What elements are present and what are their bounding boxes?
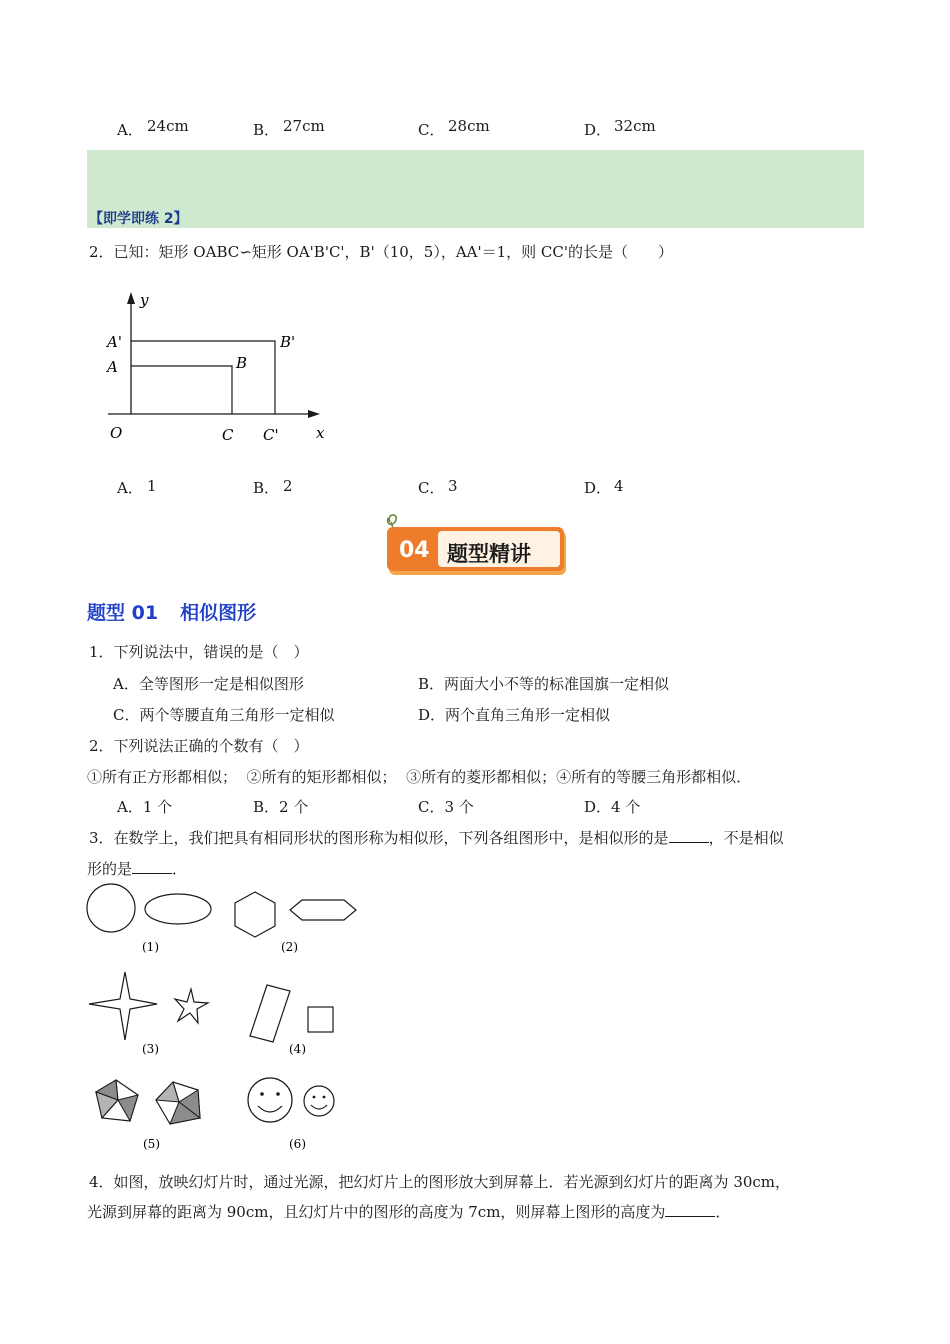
- label-b: B: [236, 354, 248, 372]
- t3-line2-text-a: 形的是: [87, 860, 133, 878]
- practice-band: [87, 150, 864, 228]
- section-badge: [380, 512, 570, 578]
- shape-tilted-rectangle: [250, 985, 290, 1042]
- t2-option-c: C．3 个: [418, 798, 474, 816]
- figure-label-1: (1): [142, 940, 159, 954]
- t1-option-c: C．两个等腰直角三角形一定相似: [113, 706, 335, 724]
- smiley-face-large-icon: [248, 1078, 292, 1122]
- similar-shapes-figure: [80, 878, 380, 1156]
- t3-line1-text-a: 3．在数学上，我们把具有相同形状的图形称为相似形，下列各组图形中，是相似形的是: [89, 829, 669, 847]
- label-x: x: [316, 424, 325, 442]
- t1-option-b: B．两面大小不等的标准国旗一定相似: [418, 675, 670, 693]
- q1-option-d-label: D．: [584, 121, 612, 139]
- label-c: C: [222, 426, 234, 444]
- badge-number: 04: [399, 538, 430, 563]
- section-number: 题型 01: [87, 602, 159, 624]
- t4-line2-text-a: 光源到屏幕的距离为 90cm，且幻灯片中的图形的高度为 7cm，则屏幕上图形的高度为: [87, 1203, 666, 1221]
- q1-option-b-value: 27cm: [283, 117, 325, 135]
- practice2-option-d-value: 4: [614, 477, 624, 495]
- practice2-option-d-label: D．: [584, 479, 612, 497]
- rectangle-oabc: [131, 366, 232, 414]
- practice2-option-c-value: 3: [448, 477, 458, 495]
- q1-option-c-value: 28cm: [448, 117, 490, 135]
- t4-blank-height: [665, 1202, 715, 1217]
- practice2-option-b-label: B．: [253, 479, 280, 497]
- label-a-prime: A': [107, 333, 122, 351]
- label-o: O: [110, 424, 123, 442]
- practice-band-label: 【即学即练 2】: [89, 211, 188, 227]
- shape-square: [308, 1007, 333, 1032]
- label-y: y: [140, 291, 149, 309]
- t4-line2: [87, 1201, 730, 1222]
- t1-option-d: D．两个直角三角形一定相似: [418, 706, 611, 724]
- t4-line2-text-b: ．: [715, 1203, 731, 1221]
- practice2-option-c-label: C．: [418, 479, 445, 497]
- figure-label-6: (6): [289, 1137, 306, 1151]
- rectangle-coordinate-figure: [100, 288, 340, 448]
- shape-four-point-star: [89, 972, 157, 1040]
- t3-line1-text-b: ，不是相似: [708, 829, 784, 847]
- t3-blank-similar: [669, 828, 709, 843]
- label-c-prime: C': [263, 426, 279, 444]
- t2-option-a: A．1 个: [117, 798, 173, 816]
- y-axis-arrow-icon: [127, 292, 135, 304]
- q1-option-d-value: 32cm: [614, 117, 656, 135]
- t3-line2: [87, 858, 187, 879]
- shape-regular-hexagon: [235, 892, 275, 937]
- t2-option-b: B．2 个: [253, 798, 309, 816]
- shape-shaded-pentagon-right: [156, 1082, 200, 1124]
- figure-label-5: (5): [143, 1137, 160, 1151]
- badge-text: 题型精讲: [447, 542, 531, 566]
- section-title-text: 相似图形: [180, 602, 257, 624]
- shape-shaded-pentagon-left: [96, 1080, 138, 1121]
- practice2-option-a-value: 1: [147, 477, 157, 495]
- q1-option-b-label: B．: [253, 121, 280, 139]
- shape-circle: [87, 884, 135, 932]
- label-a: A: [107, 358, 118, 376]
- practice2-option-a-label: A．: [117, 479, 143, 497]
- rectangle-oa-prime-b-prime-c-prime: [131, 341, 275, 414]
- t1-question: 1．下列说法中，错误的是（ ）: [89, 643, 309, 661]
- t3-line1: [89, 827, 784, 848]
- t2-option-d: D．4 个: [584, 798, 641, 816]
- practice2-option-b-value: 2: [283, 477, 293, 495]
- figure-label-4: (4): [289, 1042, 306, 1056]
- x-axis-arrow-icon: [308, 410, 320, 418]
- t2-statement: ①所有正方形都相似； ②所有的矩形都相似； ③所有的菱形都相似；④所有的等腰三角形都相似．: [87, 768, 752, 786]
- t4-line1: 4．如图，放映幻灯片时，通过光源，把幻灯片上的图形放大到屏幕上．若光源到幻灯片的距离为 30cm，: [89, 1173, 791, 1191]
- practice2-question: 2．已知：矩形 OABC∽矩形 OA'B'C'，B'（10，5），AA'＝1，则 CC'的长是（ ）: [89, 243, 674, 261]
- q1-option-a-value: 24cm: [147, 117, 189, 135]
- label-b-prime: B': [280, 333, 296, 351]
- paperclip-icon: [388, 515, 397, 528]
- q1-option-c-label: C．: [418, 121, 445, 139]
- t3-blank-not-similar: [132, 859, 172, 874]
- figure-label-2: (2): [281, 940, 298, 954]
- figure-label-3: (3): [142, 1042, 159, 1056]
- q1-option-a-label: A．: [117, 121, 143, 139]
- shape-ellipse: [145, 894, 211, 924]
- t3-line2-text-b: ．: [172, 860, 188, 878]
- shape-five-point-star: [175, 989, 208, 1023]
- smiley-face-small-icon: [304, 1086, 334, 1116]
- t2-question: 2．下列说法正确的个数有（ ）: [89, 737, 309, 755]
- shape-flat-hexagon: [290, 900, 356, 920]
- section-title: [87, 598, 256, 625]
- t1-option-a: A．全等图形一定是相似图形: [113, 675, 304, 693]
